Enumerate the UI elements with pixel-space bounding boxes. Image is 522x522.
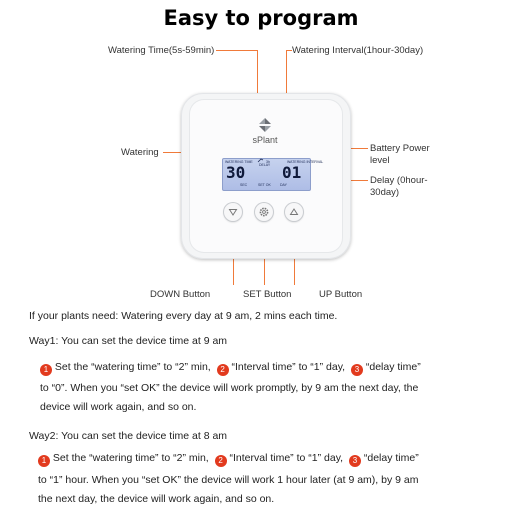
way2-line3: the next day, the device will work again, and so on.: [38, 493, 275, 505]
step-number-badge: 2: [215, 455, 227, 467]
lcd-value-right: 01: [282, 163, 302, 182]
way2-step1: Set the “watering time” to “2” min,: [52, 452, 209, 464]
callout-watering-time: Watering Time(5s-59min): [108, 45, 215, 56]
triangle-up-icon: [289, 207, 299, 217]
step-number-badge: 3: [351, 364, 363, 376]
callout-battery: Battery Power level: [370, 143, 430, 166]
way1-step-line: [40, 361, 421, 376]
down-button[interactable]: [224, 203, 242, 221]
set-button[interactable]: [255, 203, 273, 221]
lcd-unit-right: DAY: [280, 183, 287, 187]
step-number-badge: 2: [217, 364, 229, 376]
way1-line2: to “0”. When you “set OK” the device will work promptly, by 9 am the next day, the: [40, 382, 419, 394]
lcd-watering-icon: [257, 158, 264, 163]
way2-heading: Way2: You can set the device time at 8 am: [29, 430, 228, 442]
intro-text: If your plants need: Watering every day at 9 am, 2 mins each time.: [29, 310, 338, 322]
page-title: Easy to program: [163, 6, 359, 30]
way1-line3: device will work again, and so on.: [40, 401, 197, 413]
leader-watering-time-h: [216, 50, 257, 51]
way2-step3: “delay time”: [363, 452, 419, 464]
callout-delay: Delay (0hour-30day): [370, 175, 428, 198]
lcd-label-interval: WATERING INTERVAL: [287, 160, 324, 164]
way1-heading: Way1: You can set the device time at 9 am: [29, 335, 228, 347]
callout-down-button: DOWN Button: [150, 289, 211, 300]
step-number-badge: 3: [349, 455, 361, 467]
way1-step2: “Interval time” to “1” day,: [231, 361, 346, 373]
brand-logo-icon: [257, 117, 273, 133]
way2-line2: to “1” hour. When you “set OK” the device will work 1 hour later (at 9 am), by 9 am: [38, 474, 419, 486]
step-number-badge: 1: [40, 364, 52, 376]
brand-name: sPlant: [252, 135, 278, 145]
callout-up-button: UP Button: [319, 289, 363, 300]
callout-watering: Watering: [121, 147, 159, 158]
callout-watering-interval: Watering Interval(1hour-30day): [292, 45, 424, 56]
way2-step-line: [38, 452, 419, 467]
lcd-value-left: 30: [226, 163, 246, 182]
lcd-label-time: WATERING TIME: [225, 160, 253, 164]
gear-icon: [258, 206, 270, 218]
up-button[interactable]: [285, 203, 303, 221]
callout-set-button: SET Button: [243, 289, 292, 300]
way1-step1: Set the “watering time” to “2” min,: [54, 361, 211, 373]
lcd-unit-mid: SET OK: [258, 183, 271, 187]
lcd-label-delay: DELAY: [259, 163, 271, 167]
lcd-unit-left: SEC: [240, 183, 248, 187]
way1-step3: “delay time”: [365, 361, 421, 373]
step-number-badge: 1: [38, 455, 50, 467]
lcd-label-3h: 3h: [266, 160, 270, 164]
way2-step2: “Interval time” to “1” day,: [229, 452, 344, 464]
triangle-down-icon: [228, 207, 238, 217]
